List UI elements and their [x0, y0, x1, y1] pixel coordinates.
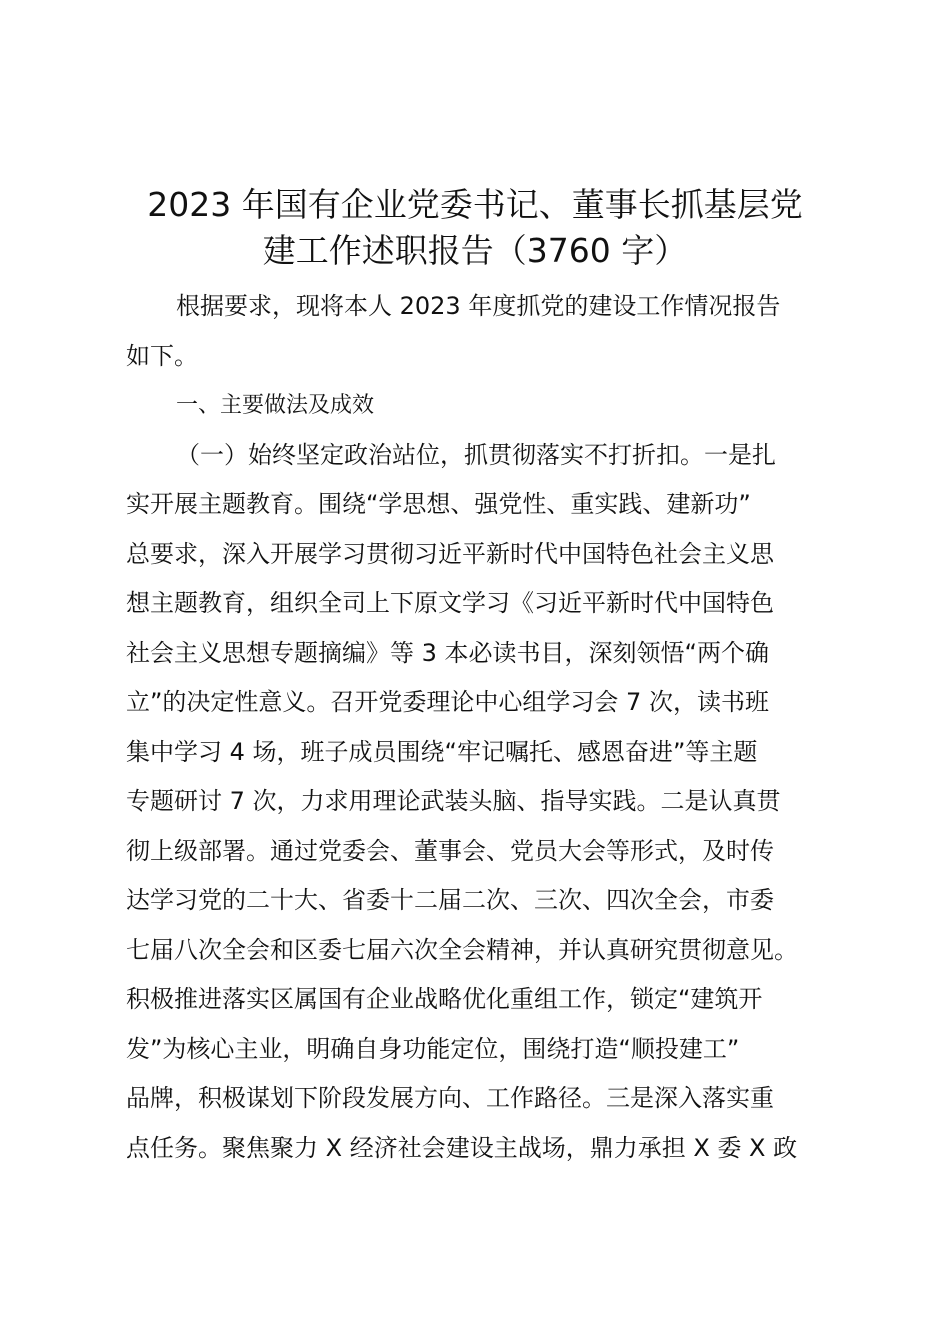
- paragraph-line: 积极推进落实区属国有企业战略优化重组工作，锁定“建筑开: [126, 985, 763, 1013]
- paragraph-line: 专题研讨 7 次，力求用理论武装头脑、指导实践。二是认真贯: [126, 787, 781, 815]
- section-heading: 一、主要做法及成效: [176, 393, 375, 418]
- paragraph-line: 想主题教育，组织全司上下原文学习《习近平新时代中国特色: [126, 589, 774, 617]
- paragraph-line: 立”的决定性意义。召开党委理论中心组学习会 7 次，读书班: [126, 688, 769, 716]
- document-title: [100, 182, 850, 274]
- paragraph-line: 品牌，积极谋划下阶段发展方向、工作路径。三是深入落实重: [126, 1084, 774, 1112]
- paragraph-line: 根据要求，现将本人 2023 年度抓党的建设工作情况报告: [176, 292, 781, 320]
- paragraph-line: （一）始终坚定政治站位，抓贯彻落实不打折扣。一是扎: [176, 440, 776, 469]
- title-line-1: 2023 年国有企业党委书记、董事长抓基层党: [147, 185, 803, 224]
- paragraph-line: 发”为核心主业，明确自身功能定位，围绕打造“顺投建工”: [126, 1034, 740, 1063]
- title-line-2: 建工作述职报告（3760 字）: [262, 231, 688, 270]
- paragraph-line: 如下。: [126, 341, 198, 370]
- paragraph-line: 总要求，深入开展学习贯彻习近平新时代中国特色社会主义思: [126, 539, 774, 568]
- paragraph-line: 社会主义思想专题摘编》等 3 本必读书目，深刻领悟“两个确: [126, 638, 769, 667]
- paragraph-line: 七届八次全会和区委七届六次全会精神，并认真研究贯彻意见。: [126, 935, 798, 964]
- paragraph-line: 集中学习 4 场，班子成员围绕“牢记嘱托、感恩奋进”等主题: [126, 737, 758, 766]
- paragraph-line: 实开展主题教育。围绕“学思想、强党性、重实践、建新功”: [126, 490, 751, 518]
- paragraph-line: 达学习党的二十大、省委十二届二次、三次、四次全会，市委: [126, 886, 774, 914]
- paragraph-line: 彻上级部署。通过党委会、董事会、党员大会等形式，及时传: [126, 836, 774, 865]
- document-body: [126, 282, 836, 1173]
- paragraph-line: 点任务。聚焦聚力 X 经济社会建设主战场，鼎力承担 X 委 X 政: [126, 1133, 798, 1162]
